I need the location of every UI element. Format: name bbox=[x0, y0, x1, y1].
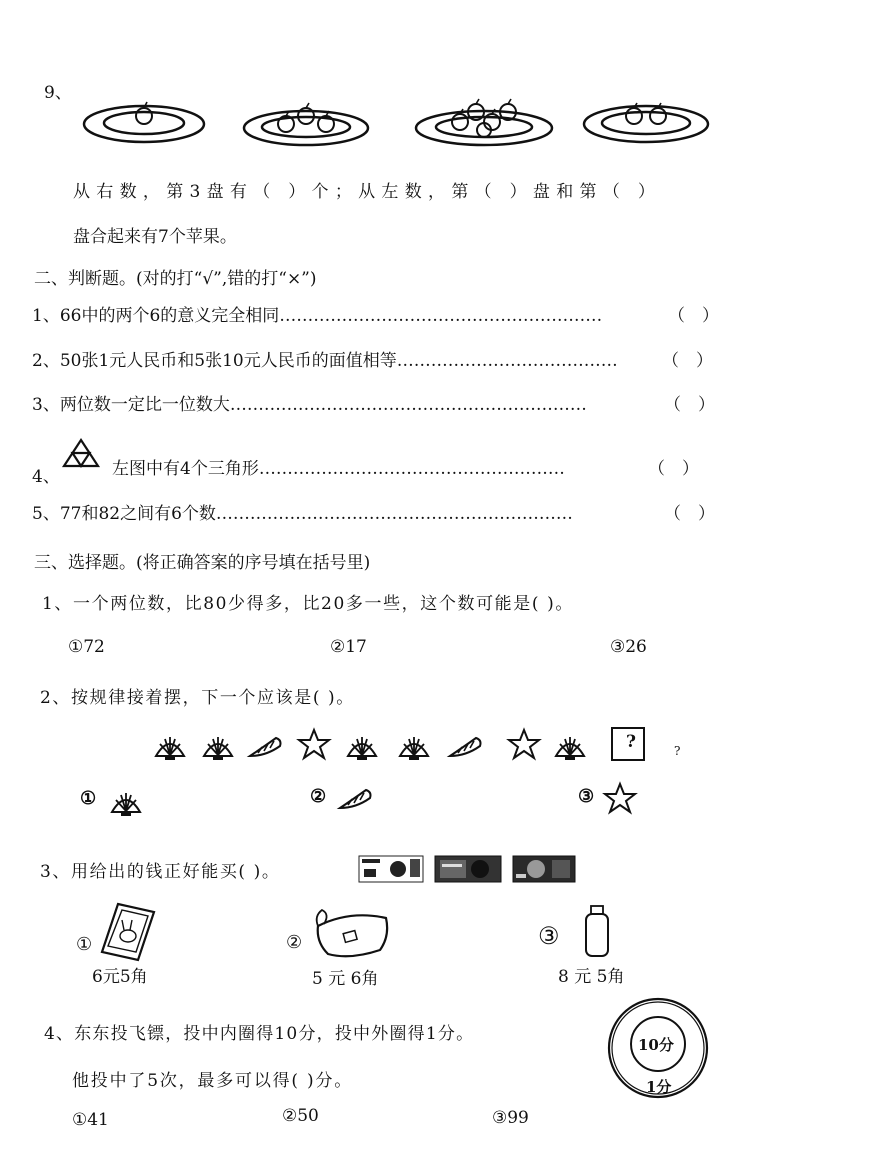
pattern-sequence bbox=[150, 722, 650, 770]
judge-item-text: 两位数一定比一位数大 bbox=[59, 395, 230, 415]
shell-icon bbox=[556, 737, 584, 760]
choice-q1-option-3[interactable]: ③26 bbox=[610, 637, 647, 657]
judge-item-dots: ……………………………………………………… bbox=[215, 504, 573, 524]
judge-item-4-number: 4、 bbox=[32, 467, 60, 487]
q9-line-1: 从右数，第3盘有（ ）个；从左数，第（ ）盘和第（ ） bbox=[73, 182, 662, 202]
choice-q2-text: 2、按规律接着摆，下一个应该是( )。 bbox=[40, 688, 355, 708]
conch-icon bbox=[250, 738, 281, 756]
pattern-question-mark: ? bbox=[626, 732, 636, 752]
q9-number: 9、 bbox=[44, 83, 72, 103]
shell-icon bbox=[204, 737, 232, 760]
judge-item-4-answer[interactable]: （ ） bbox=[648, 459, 699, 479]
dartboard-outer-label: 1分 bbox=[646, 1078, 672, 1096]
judge-item-3 bbox=[32, 390, 587, 415]
triangles-figure-icon bbox=[62, 438, 100, 468]
choice-q3-price-1: 6元5角 bbox=[92, 967, 148, 987]
choice-q4-line-1: 4、东东投飞镖，投中内圈得10分，投中外圈得1分。 bbox=[44, 1024, 475, 1044]
section3-title: 三、选择题。(将正确答案的序号填在括号里) bbox=[34, 553, 371, 573]
judge-item-number: 1、 bbox=[32, 306, 60, 326]
judge-item-1 bbox=[32, 301, 602, 326]
choice-q3-price-3: 8 元 5角 bbox=[558, 967, 625, 987]
choice-q2-option-2[interactable]: ② bbox=[310, 786, 327, 807]
conch-icon bbox=[450, 738, 481, 756]
water-bottle-icon bbox=[582, 904, 612, 958]
choice-q4-option-1[interactable]: ①41 bbox=[72, 1110, 109, 1130]
judge-item-1-answer[interactable]: （ ） bbox=[668, 306, 719, 326]
plate-4-two-apples-icon bbox=[582, 98, 712, 146]
choice-q1-option-1[interactable]: ①72 bbox=[68, 637, 105, 657]
choice-q3-option-1[interactable]: ① bbox=[76, 934, 93, 955]
judge-item-dots: ………………………………… bbox=[396, 351, 618, 371]
shell-icon bbox=[108, 784, 148, 818]
judge-item-3-answer[interactable]: （ ） bbox=[664, 395, 715, 415]
judge-item-text: 50张1元人民币和5张10元人民币的面值相等 bbox=[59, 351, 397, 371]
choice-q3-text: 3、用给出的钱正好能买( )。 bbox=[40, 862, 281, 882]
choice-q2-option-1[interactable]: ① bbox=[80, 788, 97, 809]
dartboard-inner-label: 10分 bbox=[638, 1036, 674, 1054]
choice-q3-option-3[interactable]: ③ bbox=[538, 922, 560, 950]
judge-item-5-answer[interactable]: （ ） bbox=[664, 504, 715, 524]
stray-question-mark: ? bbox=[674, 744, 681, 758]
judge-item-dots: ……………………………………………… bbox=[258, 459, 565, 479]
judge-item-text: 77和82之间有6个数 bbox=[59, 504, 216, 524]
judge-item-dots: ………………………………………………… bbox=[279, 306, 603, 326]
banknote-3-icon bbox=[512, 854, 576, 884]
judge-item-number: 5、 bbox=[32, 504, 60, 524]
judge-item-2 bbox=[32, 346, 618, 371]
choice-q4-line-2: 他投中了5次，最多可以得( )分。 bbox=[72, 1071, 354, 1091]
choice-q4-option-3[interactable]: ③99 bbox=[492, 1108, 529, 1128]
shell-icon bbox=[156, 737, 184, 760]
pencil-case-icon bbox=[310, 904, 394, 962]
judge-item-text: 左图中有4个三角形 bbox=[112, 459, 259, 479]
notebook-icon bbox=[100, 902, 156, 962]
plate-1-one-apple-icon bbox=[82, 98, 206, 146]
banknote-2-icon bbox=[434, 854, 502, 884]
judge-item-2-answer[interactable]: （ ） bbox=[662, 351, 713, 371]
starfish-icon bbox=[509, 730, 539, 758]
choice-q2-option-3[interactable]: ③ bbox=[578, 786, 595, 807]
starfish-icon bbox=[299, 730, 329, 758]
plate-2-three-apples-icon bbox=[242, 100, 372, 148]
judge-item-dots: ……………………………………………………… bbox=[229, 395, 587, 415]
choice-q3-price-2: 5 元 6角 bbox=[312, 969, 379, 989]
choice-q1-text: 1、一个两位数，比80少得多，比20多一些，这个数可能是( )。 bbox=[42, 594, 574, 614]
shell-icon bbox=[400, 737, 428, 760]
judge-item-number: 3、 bbox=[32, 395, 60, 415]
judge-item-text: 66中的两个6的意义完全相同 bbox=[59, 306, 280, 326]
section2-title: 二、判断题。(对的打“√”,错的打“×”) bbox=[34, 269, 317, 289]
choice-q4-option-2[interactable]: ②50 bbox=[282, 1106, 319, 1126]
banknote-1-icon bbox=[358, 854, 424, 884]
q9-line-2: 盘合起来有7个苹果。 bbox=[73, 227, 237, 247]
plate-3-five-apples-icon bbox=[414, 98, 554, 148]
conch-icon bbox=[336, 780, 386, 814]
choice-q1-option-2[interactable]: ②17 bbox=[330, 637, 367, 657]
judge-item-4 bbox=[112, 454, 565, 479]
starfish-icon bbox=[602, 780, 642, 816]
shell-icon bbox=[348, 737, 376, 760]
judge-item-5 bbox=[32, 499, 573, 524]
judge-item-number: 2、 bbox=[32, 351, 60, 371]
choice-q3-option-2[interactable]: ② bbox=[286, 932, 303, 953]
